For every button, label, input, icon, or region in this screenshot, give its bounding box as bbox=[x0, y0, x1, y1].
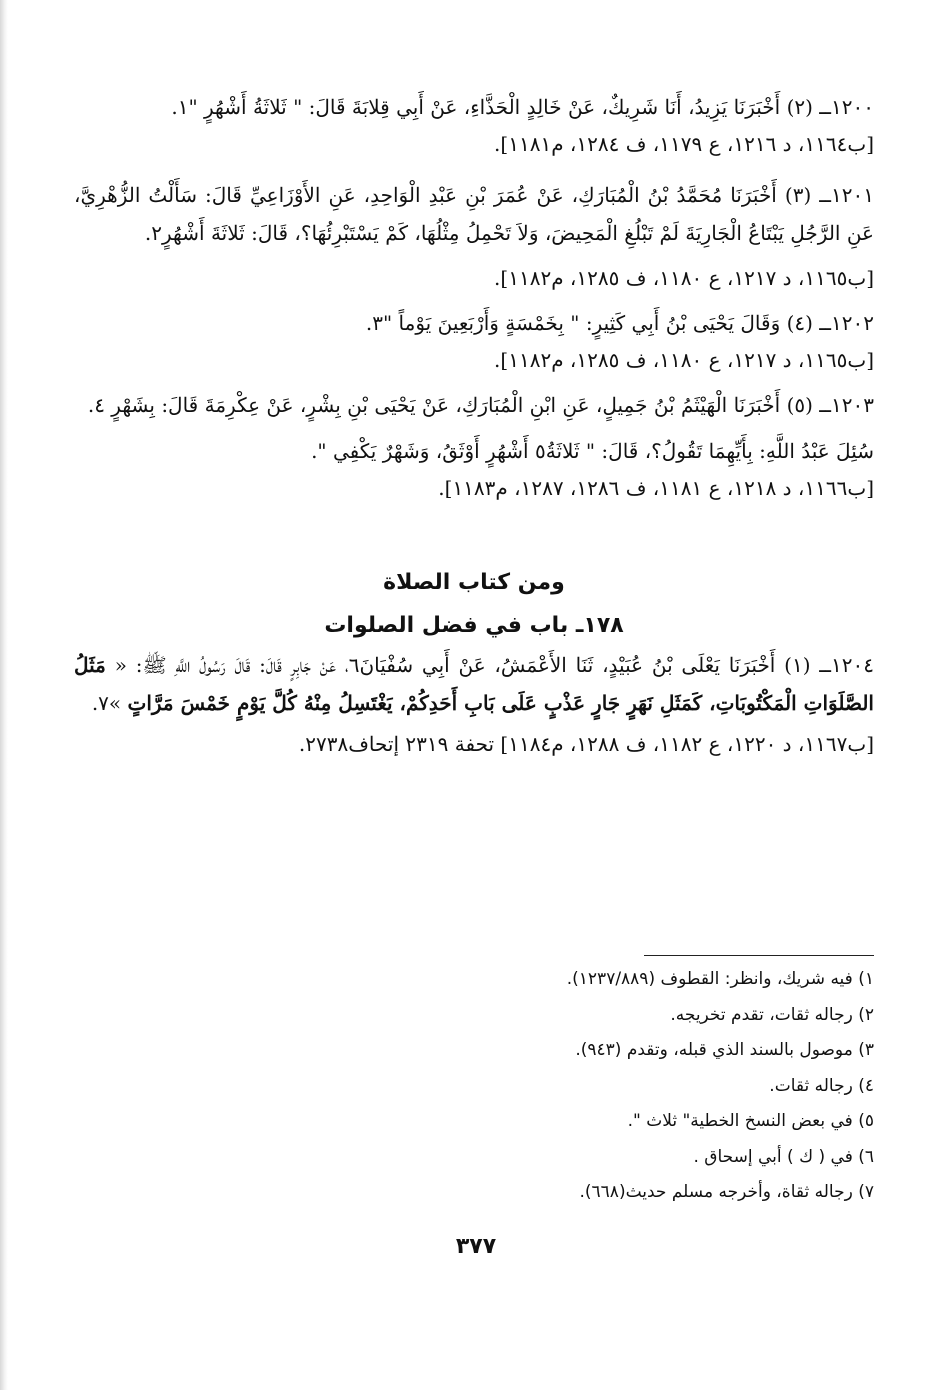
footnote-5: ٥) في بعض النسخ الخطية" ثلاث ". bbox=[627, 1111, 874, 1131]
hadith-1203: ١٢٠٣ــ (٥) أَخْبَرَنَا الْهَيْثَمُ بْنُ جَمِيلٍ، عَنِ ابْنِ الْمُبَارَكِ، عَنْ يَحْيَى بْنِ بِشْرٍ، عَنْ عِكْرِمَةَ قَالَ: بِشَهْرٍ ٤. bbox=[87, 393, 874, 417]
hadith-1204-reference: [ب١١٦٧، د ١٢٢٠، ع ١١٨٢، ف ١٢٨٨، م١١٨٤] تحفة ٢٣١٩ إتحاف٢٧٣٨. bbox=[298, 732, 874, 756]
hadith-1203-reference: [ب١١٦٦، د ١٢١٨، ع ١١٨١، ف ١٢٨٦، ١٢٨٧، م١١٨٣]. bbox=[438, 476, 874, 500]
hadith-1202: ١٢٠٢ــ (٤) وَقَالَ يَحْيَى بْنُ أَبِي كَثِيرٍ: " بِخَمْسَةٍ وَأَرْبَعِينَ يَوْماً "٣. bbox=[365, 311, 874, 335]
hadith-1202-reference: [ب١١٦٥، د ١٢١٧، ع ١١٨٠، ف ١٢٨٥، م١١٨٢]. bbox=[494, 348, 874, 372]
footnote-4: ٤) رجاله ثقات. bbox=[769, 1075, 874, 1096]
page-body bbox=[74, 88, 874, 770]
page-number: ٣٧٧ bbox=[455, 1234, 497, 1259]
hadith-1200: ١٢٠٠ــ (٢) أَخْبَرَنَا يَزِيدُ، أَنَا شَرِيكٌ، عَنْ خَالِدٍ الْحَذَّاءِ، عَنْ أَبِي قِلابَةَ قَالَ: " ثَلاثَةُ أَشْهُرٍ "١. bbox=[171, 95, 874, 119]
hadith-1204-matn: مَثَلُ الصَّلَوَاتِ الْمَكْتُوبَاتِ، كَمَثَلِ نَهَرٍ جَارٍ عَذْبٍ عَلَى بَابِ أَحَدِكُمْ، يَغْتَسِلُ مِنْهُ كُلَّ يَوْمٍ خَمْسَ مَرَّاتٍ bbox=[74, 653, 874, 715]
hadith-1203-continuation: سُئِلَ عَبْدُ اللَّهِ: بِأَيِّهِمَا تَقُولُ؟، قَالَ: " ثَلاثَةُ٥ أَشْهُرٍ أَوْثَقُ، وَشَهْرٌ يَكْفِي ". bbox=[311, 439, 874, 463]
hadith-1204-close: »٧. bbox=[91, 691, 128, 715]
hadith-1200-reference: [ب١١٦٤، د ١٢١٦، ع ١١٧٩، ف ١٢٨٤، م١١٨١]. bbox=[494, 132, 874, 156]
footnote-1: ١) فيه شريك، وانظر: القطوف (١٢٣٧/٨٨٩). bbox=[566, 969, 874, 989]
footnotes bbox=[174, 962, 874, 1211]
footnote-2: ٢) رجاله ثقات، تقدم تخريجه. bbox=[670, 1004, 874, 1025]
hadith-1204-isnad: ١٢٠٤ــ (١) أَخْبَرَنَا يَعْلَى بْنُ عُبَيْدٍ، ثَنَا الأَعْمَشُ، عَنْ أَبِي سُفْيَانَ٦، عَنْ جَابِرٍ قَالَ: قَالَ رَسُولُ اللَّهِ ﷺ: « bbox=[105, 653, 874, 677]
hadith-1201-reference: [ب١١٦٥، د ١٢١٧، ع ١١٨٠، ف ١٢٨٥، م١١٨٢]. bbox=[494, 266, 874, 290]
chapter-title: ١٧٨ـ باب في فضل الصلوات bbox=[324, 613, 624, 638]
footnote-6: ٦) في ( ك ) أبي إسحاق . bbox=[693, 1146, 874, 1167]
footnote-divider bbox=[644, 955, 874, 956]
book-title: ومن كتاب الصلاة bbox=[383, 570, 565, 595]
footnote-7: ٧) رجاله ثقاة، وأخرجه مسلم حديث(٦٦٨). bbox=[579, 1182, 874, 1202]
footnote-3: ٣) موصول بالسند الذي قبله، وتقدم (٩٤٣). bbox=[575, 1040, 874, 1060]
hadith-1201: ١٢٠١ــ (٣) أَخْبَرَنَا مُحَمَّدُ بْنُ الْمُبَارَكِ، عَنْ عُمَرَ بْنِ عَبْدِ الْوَاحِدِ، عَنِ الأَوْزَاعِيِّ قَالَ: سَأَلْتُ الزُّهْرِيَّ، عَنِ الرَّجُلِ يَبْتَاعُ الْجَارِيَةَ لَمْ تَبْلُغِ الْمَحِيضَ، وَلاَ تَحْمِلُ مِثْلُهَا، كَمْ يَسْتَبْرِئُهَا؟، قَالَ: ثَلاثَةَ أَشْهُرٍ٢. bbox=[74, 183, 874, 245]
hadith-1204 bbox=[74, 646, 874, 722]
scan-edge bbox=[0, 0, 8, 1390]
